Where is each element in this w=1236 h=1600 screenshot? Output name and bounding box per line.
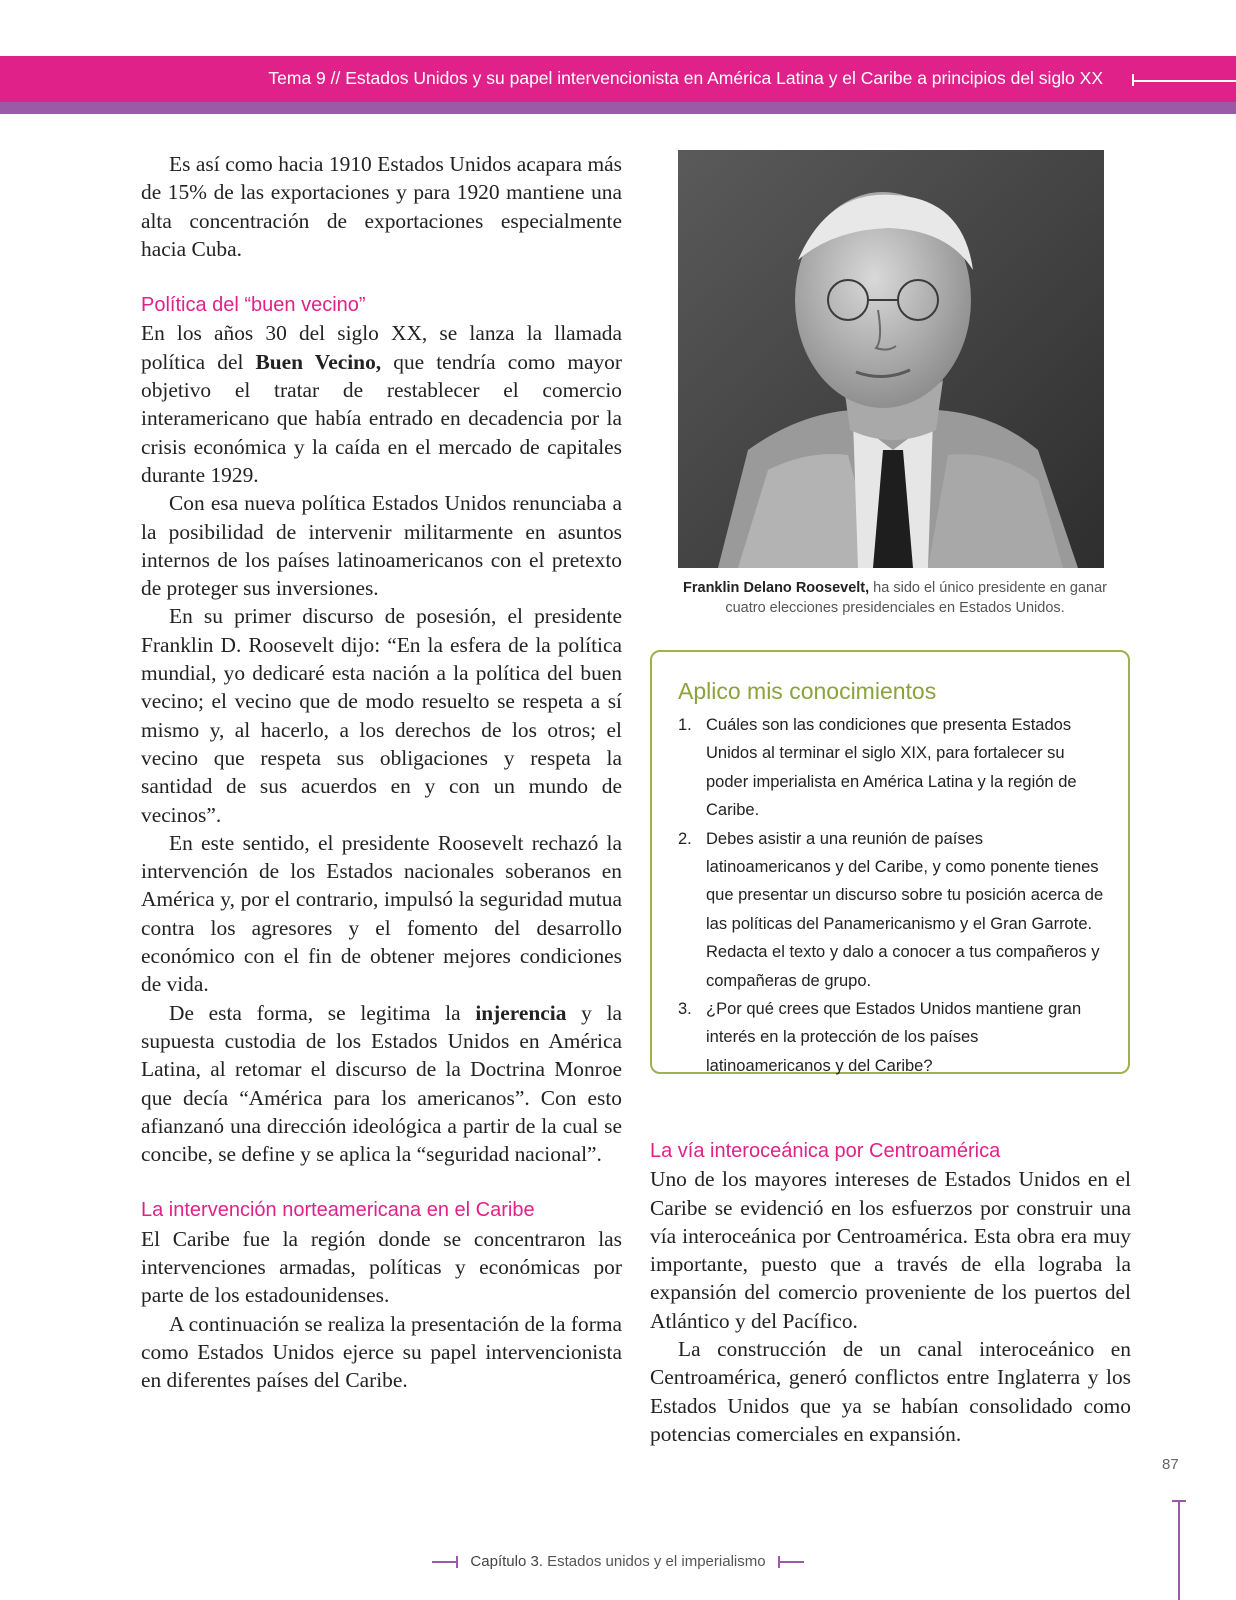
paragraph-buen-vecino-1: En los años 30 del siglo XX, se lanza la llamada política del Buen Vecino, que tendría como mayor objetivo el tratar de restablecer el comercio interamericano que había entrado en decadencia por la crisis económica y la caída en el mercado de capitales durante 1929. [141, 321, 623, 487]
activity-title: Aplico mis conocimientos [678, 678, 937, 704]
section-heading-buen-vecino: Política del “buen vecino” [141, 294, 366, 317]
paragraph-caribe-2: A continuación se realiza la presentación de la forma como Estados Unidos ejerce su papel intervencionista en diferentes países del Caribe. [141, 1311, 622, 1393]
bold-term-injerencia: injerencia [475, 1000, 567, 1025]
left-column [141, 150, 622, 1394]
paragraph-buen-vecino-4: En este sentido, el presidente Roosevelt rechazó la intervención de los Estados nacionales soberanos en América y, por el contrario, impulsó la seguridad mutua contra los agresores y el fomento del desarrollo económico con el fin de obtener mejores condiciones de vida. [141, 830, 622, 997]
side-rule [1178, 1500, 1180, 1600]
activity-item: 2. Debes asistir a una reunión de países latinoamericanos y del Caribe, y como ponente tienes que presentar un discurso sobre tu posición acerca de las políticas del Panamericanismo y el Gran Garrote. Redacta el texto y dalo a conocer a tus compañeros y compañeras de grupo. [678, 829, 1104, 990]
paragraph-via-2: La construcción de un canal interoceánico en Centroamérica, generó conflictos entre Inglaterra y los Estados Unidos que ya se habían consolidado como potencias comerciales en expansión. [650, 1337, 1131, 1446]
footer-mark-right [778, 1561, 804, 1563]
page-number: 87 [1162, 1456, 1179, 1473]
activity-item: 3. ¿Por qué crees que Estados Unidos mantiene gran interés en la protección de los países latinoamericanos y del Caribe? [678, 1000, 1082, 1075]
header-tick [1132, 74, 1134, 86]
header-rule [1132, 80, 1236, 82]
footer-mark-left [432, 1561, 458, 1563]
roosevelt-photo [678, 150, 1104, 568]
activity-item: 1. Cuáles son las condiciones que presenta Estados Unidos al terminar el siglo XIX, para fortalecer su poder imperialista en América Latina y la región de Caribe. [678, 716, 1077, 820]
paragraph-caribe-1: El Caribe fue la región donde se concentraron las intervenciones armadas, políticas y económicas por parte de los estadounidenses. [141, 1226, 622, 1308]
paragraph-via-1: Uno de los mayores intereses de Estados Unidos en el Caribe se evidenció en los esfuerzos por construir una vía interoceánica por Centroamérica. Esta obra era muy importante, puesto que a través de ella lograba la expansión del comercio proveniente de los puertos del Atlántico y del Pacífico. [650, 1167, 1131, 1333]
activity-box [650, 650, 1130, 1074]
activity-list [678, 711, 1104, 1080]
paragraph-buen-vecino-5: De esta forma, se legitima la injerencia y la supuesta custodia de los Estados Unidos en América Latina, al retomar el discurso de la Doctrina Monroe que decía “América para los americanos”. Con esto afianzanó una dirección ideológica a partir de la cual se concibe, se define y se aplica la “seguridad nacional”. [141, 1000, 623, 1167]
bold-term-buen-vecino: Buen Vecino, [255, 349, 382, 374]
footer-chapter-label: Capítulo 3. [470, 1553, 543, 1570]
portrait-illustration [678, 150, 1104, 568]
right-column [650, 1137, 1131, 1448]
photo-caption: Franklin Delano Roosevelt, ha sido el único presidente en ganar cuatro elecciones presidenciales en Estados Unidos. [683, 580, 1107, 616]
footer [0, 1553, 1236, 1570]
paragraph-buen-vecino-2: Con esa nueva política Estados Unidos renunciaba a la posibilidad de intervenir militarmente en asuntos internos de los países latinoamericanos con el pretexto de proteger sus inversiones. [141, 491, 622, 601]
section-heading-via-interoceanica: La vía interoceánica por Centroamérica [650, 1140, 1001, 1162]
paragraph-buen-vecino-3: En su primer discurso de posesión, el presidente Franklin D. Roosevelt dijo: “En la esfera de la política mundial, yo dedicaré esta nación a la política del buen vecino; el vecino que de modo resuelto se respeta a sí mismo y, al hacerlo, a los derechos de los otros; el vecino que respeta sus obligaciones y respeta la santidad de sus acuerdos en y con un mundo de vecinos”. [141, 604, 622, 827]
footer-chapter-title: Estados unidos y el imperialismo [542, 1553, 766, 1570]
intro-paragraph: Es así como hacia 1910 Estados Unidos acapara más de 15% de las exportaciones y para 1920 mantiene una alta concentración de exportaciones especialmente hacia Cuba. [141, 152, 622, 261]
header-title: Tema 9 // Estados Unidos y su papel intervencionista en América Latina y el Caribe a principios del siglo XX [268, 68, 1103, 88]
header-band-underline [0, 102, 1236, 114]
section-heading-caribe: La intervención norteamericana en el Caribe [141, 1199, 535, 1222]
